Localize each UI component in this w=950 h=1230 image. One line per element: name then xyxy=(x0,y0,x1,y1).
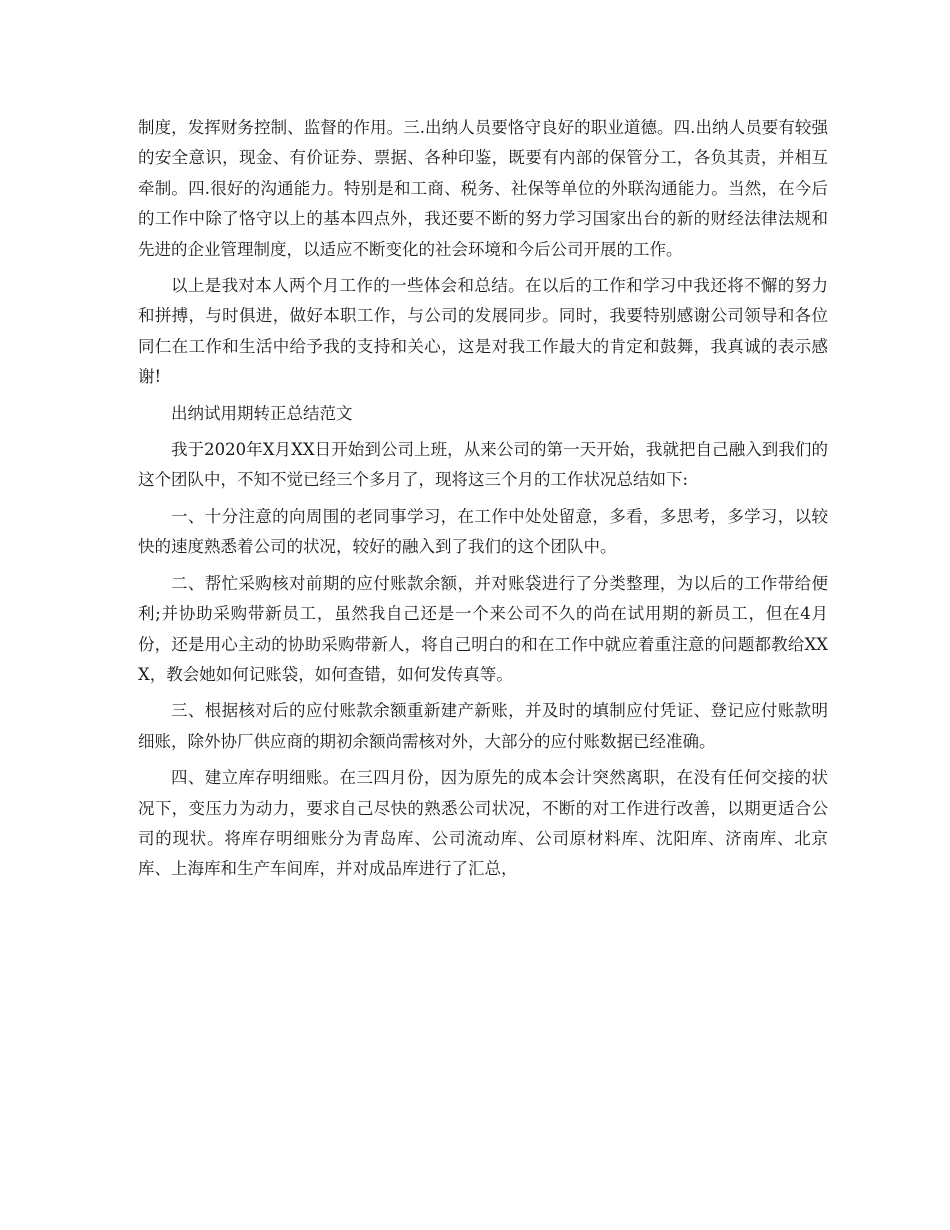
paragraph-item-1: 一、十分注意的向周围的老同事学习，在工作中处处留意，多看，多思考，多学习，以较快的速度熟悉着公司的状况，较好的融入到了我们的这个团队中。 xyxy=(138,506,828,557)
document-body xyxy=(138,113,828,891)
paragraph-item-3: 三、根据核对后的应付账款余额重新建产新账，并及时的填制应付凭证、登记应付账款明细账，除外协厂供应商的期初余额尚需核对外，大部分的应付账数据已经准确。 xyxy=(138,701,828,751)
paragraph-continued: 制度，发挥财务控制、监督的作用。三.出纳人员要恪守良好的职业道德。四.出纳人员要有较强的安全意识，现金、有价证券、票据、各种印鉴，既要有内部的保管分工，各负其责，并相互牵制。四.很好的沟通能力。特别是和工商、税务、社保等单位的外联沟通能力。当然，在今后的工作中除了恪守以上的基本四点外，我还要不断的努力学习国家出台的新的财经法律法规和先进的企业管理制度，以适应不断变化的社会环境和今后公司开展的工作。 xyxy=(138,118,828,259)
paragraph-item-2: 二、帮忙采购核对前期的应付账款余额，并对账袋进行了分类整理，为以后的工作带给便利;并协助采购带新员工，虽然我自己还是一个来公司不久的尚在试用期的新员工，但在4月份，还是用心主动的协助采购带新人，将自己明白的和在工作中就应着重注意的问题都教给XXX，教会她如何记账袋，如何查错，如何发传真等。 xyxy=(138,573,828,684)
paragraph-item-4: 四、建立库存明细账。在三四月份，因为原先的成本会计突然离职，在没有任何交接的状况下，变压力为动力，要求自己尽快的熟悉公司状况，不断的对工作进行改善，以期更适合公司的现状。将库存明细账分为青岛库、公司流动库、公司原材料库、沈阳库、济南库、北京库、上海库和生产车间库，并对成品库进行了汇总， xyxy=(138,768,828,879)
paragraph-intro: 我于2020年X月XX日开始到公司上班，从来公司的第一天开始，我就把自己融入到我们的这个团队中，不知不觉已经三个多月了，现将这三个月的工作状况总结如下: xyxy=(138,440,828,490)
section-title: 出纳试用期转正总结范文 xyxy=(171,403,353,423)
paragraph-conclusion: 以上是我对本人两个月工作的一些体会和总结。在以后的工作和学习中我还将不懈的努力和拼搏，与时俱进，做好本职工作，与公司的发展同步。同时，我要特别感谢公司领导和各位同仁在工作和生活中给予我的支持和关心，这是对我工作最大的肯定和鼓舞，我真诚的表示感谢! xyxy=(138,276,828,387)
